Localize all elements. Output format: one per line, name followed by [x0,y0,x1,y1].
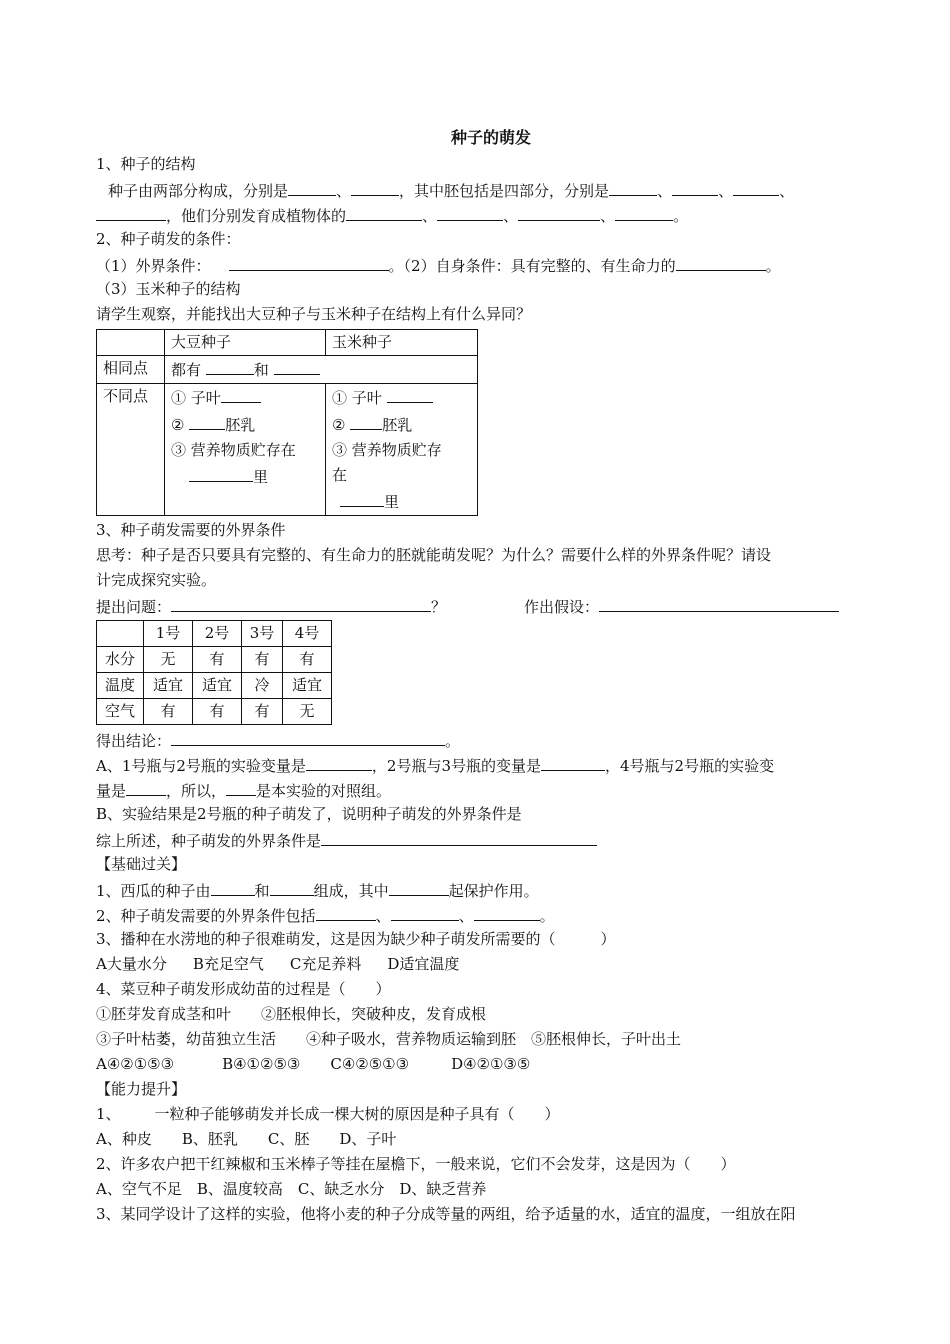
basic-q3: 3、播种在水涝地的种子很难萌发，这是因为缺少种子萌发所需要的（ ） [96,930,616,948]
bottle-header: 4号 [283,621,332,647]
blank[interactable] [346,202,422,221]
experiment-table [96,620,332,725]
blank[interactable] [733,177,779,196]
blank[interactable] [211,877,255,896]
option: C④②⑤①③ [330,1055,410,1073]
section-1-line-2: ，他们分别发育成植物体的 、 、 、 。 [96,202,856,227]
basic-q3-options [96,952,856,977]
basic-heading: 【基础过关】 [96,855,187,873]
table-row: 空气 有 有 有 无 [97,699,332,725]
blank[interactable] [474,902,540,921]
option: B充足空气 [192,955,264,973]
section-2-line-3: （3）玉米种子的结构 [96,280,241,298]
blank[interactable] [274,356,320,375]
blank[interactable] [221,384,261,403]
option: C充足养料 [289,955,362,973]
blank[interactable] [96,202,166,221]
row-same-label: 相同点 [97,356,165,384]
blank[interactable] [391,902,459,921]
conclusion-B-line: B、实验结果是2号瓶的种子萌发了，说明种子萌发的外界条件是 [96,805,522,823]
basic-q4-line-1: ①胚芽发育成茎和叶 ②胚根伸长，突破种皮，发育成根 [96,1005,487,1023]
blank[interactable] [288,177,336,196]
page-title: 种子的萌发 [450,128,531,147]
row-diff-label: 不同点 [97,384,165,516]
basic-q4-line-2: ③子叶枯萎，幼苗独立生活 ④种子吸水，营养物质运输到胚 ⑤胚根伸长，子叶出土 [96,1030,682,1048]
basic-q1: 1、西瓜的种子由 和 组成，其中 起保护作用。 [96,877,856,902]
think-line-2: 计完成探究实验。 [96,571,217,589]
section-2-line-4: 请学生观察，并能找出大豆种子与玉米种子在结构上有什么异同？ [96,305,532,323]
option: A④②①⑤③ [96,1055,175,1073]
conclusion-A-line-2: 量是 ，所以， 是本实验的对照组。 [96,777,856,802]
option: D适宜温度 [387,955,460,973]
blank[interactable] [226,777,256,796]
blank[interactable] [340,488,384,507]
section-1-line-1: 种子由两部分构成，分别是 、 ，其中胚包括是四部分，分别是 、 、 、 [96,177,856,202]
basic-q2: 2、种子萌发需要的外界条件包括 、 、 。 [96,902,856,927]
option: A大量水分 [96,955,167,973]
blank[interactable] [206,356,254,375]
corn-diff-cell: ① 子叶 ② 胚乳 ③ 营养物质贮存 在 里 [326,384,478,516]
blank[interactable] [615,202,673,221]
blank[interactable] [270,877,314,896]
blank[interactable] [351,177,399,196]
conclusion-line: 得出结论： 。 [96,727,856,752]
blank[interactable] [599,593,839,612]
blank[interactable] [189,411,225,430]
ability-q2: 2、许多农户把干红辣椒和玉米棒子等挂在屋檐下，一般来说，它们不会发芽，这是因为（ ） [96,1155,736,1173]
blank[interactable] [171,727,445,746]
bottle-header: 2号 [193,621,242,647]
blank[interactable] [189,463,253,482]
blank[interactable] [518,202,600,221]
ability-q3: 3、某同学设计了这样的实验，他将小麦的种子分成等量的两组，给予适量的水，适宜的温度，一组放在阳 [96,1205,796,1223]
ability-q2-options: A、空气不足 B、温度较高 C、缺乏水分 D、缺乏营养 [96,1180,487,1198]
blank[interactable] [437,202,503,221]
row-same-content: 都有 和 [165,356,478,384]
bottle-header: 3号 [242,621,283,647]
blank[interactable] [676,252,766,271]
table-row: 温度 适宜 适宜 冷 适宜 [97,673,332,699]
conclusion-A-line-1: A、1号瓶与2号瓶的实验变量是 ，2号瓶与3号瓶的变量是 ，4号瓶与2号瓶的实验变 [96,752,856,777]
blank[interactable] [126,777,166,796]
blank[interactable] [672,177,718,196]
section-1-heading: 1、种子的结构 [96,155,196,173]
blank[interactable] [321,827,597,846]
section-2-heading: 2、种子萌发的条件： [96,230,241,248]
blank[interactable] [171,593,431,612]
header-corn: 玉米种子 [326,330,478,356]
seed-compare-table [96,329,478,516]
blank[interactable] [316,902,376,921]
ability-q1-options: A、种皮 B、胚乳 C、胚 D、子叶 [96,1130,397,1148]
header-soybean: 大豆种子 [165,330,326,356]
section-2-line-1: （1）外界条件： 。（2）自身条件：具有完整的、有生命力的 。 [96,252,856,277]
question-hypothesis-line: 提出问题： ？ 作出假设： [96,593,856,618]
basic-q4: 4、菜豆种子萌发形成幼苗的过程是（ ） [96,980,391,998]
blank[interactable] [229,252,389,271]
think-line-1: 思考：种子是否只要具有完整的、有生命力的胚就能萌发呢？为什么？需要什么样的外界条件呢？请设 [96,546,772,564]
blank[interactable] [609,177,657,196]
section-3-heading: 3、种子萌发需要的外界条件 [96,521,286,539]
blank[interactable] [350,411,382,430]
blank[interactable] [306,752,372,771]
basic-q4-options [96,1052,856,1077]
bottle-header: 1号 [144,621,193,647]
worksheet [96,124,856,1227]
blank[interactable] [389,877,449,896]
blank[interactable] [541,752,605,771]
summary-line: 综上所述，种子萌发的外界条件是 [96,827,856,852]
soybean-diff-cell: ① 子叶 ② 胚乳 ③ 营养物质贮存在 里 [165,384,326,516]
blank[interactable] [387,384,433,403]
option: D④②①③⑤ [451,1055,531,1073]
ability-q1: 1、 一粒种子能够萌发并长成一棵大树的原因是种子具有（ ） [96,1105,560,1123]
ability-heading: 【能力提升】 [96,1080,187,1098]
option: B④①②⑤③ [222,1055,301,1073]
table-row: 水分 无 有 有 有 [97,647,332,673]
